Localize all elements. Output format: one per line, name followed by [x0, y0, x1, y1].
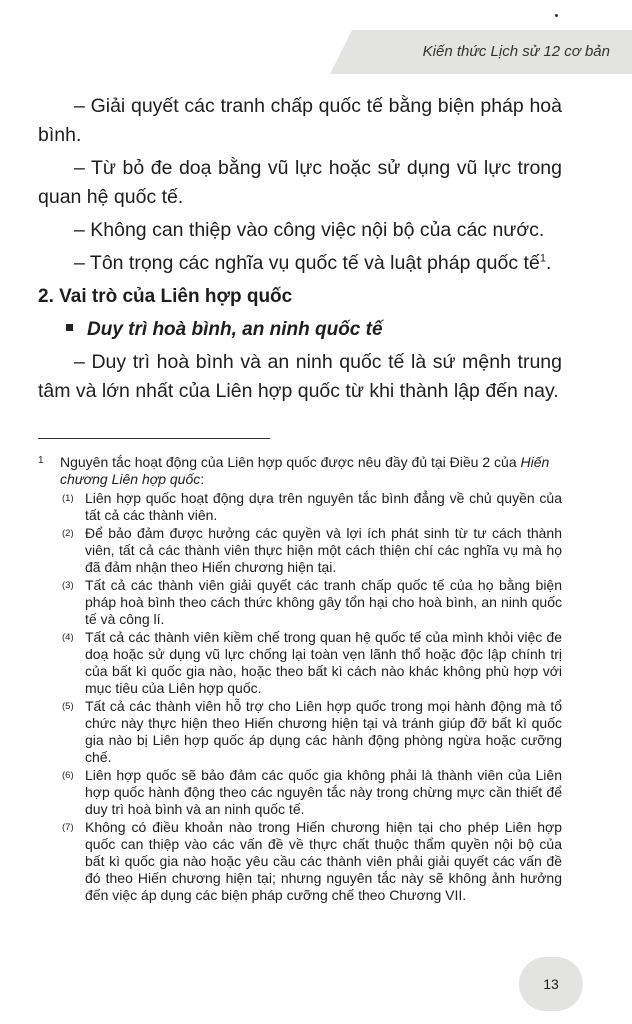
- footnote-item-number: (7): [62, 822, 74, 833]
- footnote-item: [38, 490, 562, 524]
- footnote-item: [38, 629, 562, 697]
- footnote-mark: 1: [38, 455, 44, 466]
- footnote-reference[interactable]: 1: [539, 252, 546, 265]
- paragraph-text: – Tôn trọng các nghĩa vụ quốc tế và luật pháp quốc tế: [74, 252, 540, 274]
- square-bullet-icon: [66, 324, 73, 331]
- paragraph: – Giải quyết các tranh chấp quốc tế bằng biện pháp hoà bình.: [38, 95, 562, 146]
- subsection-heading-text: Duy trì hoà bình, an ninh quốc tế: [87, 319, 383, 340]
- footnote-item: [38, 525, 562, 576]
- subsection-heading: [66, 315, 562, 344]
- paragraph-with-footnote: – Tôn trọng các nghĩa vụ quốc tế và luật pháp quốc tế$^1$.: [74, 252, 552, 274]
- footnote-item-text: Để bảo đảm được hưởng các quyền và lợi ích phát sinh từ tư cách thành viên, tất cả các thành viên thực hiện một cách thiện chí các nghĩa vụ mà họ đã đảm nhận theo Hiến chương hiện tại.: [85, 525, 562, 575]
- footnote-item-text: Tất cả các thành viên kiềm chế trong quan hệ quốc tế của mình khỏi việc đe doạ hoặc sử dụng vũ lực chống lại toàn vẹn lãnh thổ hoặc độc lập chính trị của bất kì quốc gia nào, hoặc theo bất kì cách nào khác không phù hợp với mục tiêu của Liên hợp quốc.: [85, 629, 562, 696]
- footnote-intro-end: :: [200, 471, 205, 487]
- footnote-item-number: (5): [62, 701, 74, 712]
- page-number: 13: [543, 976, 559, 992]
- footnote-intro-text: Nguyên tắc hoạt động của Liên hợp quốc được nêu đầy đủ tại Điều 2 của: [60, 454, 521, 470]
- footnote-item: [38, 698, 562, 766]
- paragraph: – Không can thiệp vào công việc nội bộ của các nước.: [74, 219, 545, 241]
- footnote-item: [38, 767, 562, 818]
- header-dot: [555, 14, 558, 17]
- footnote-item: [38, 819, 562, 904]
- footnote-item-text: Liên hợp quốc sẽ bảo đảm các quốc gia không phải là thành viên của Liên hợp quốc hành động theo các nguyên tắc này trong chừng mực cần thiết để duy trì hoà bình và an ninh quốc tế.: [85, 767, 562, 817]
- footnote-item-number: (2): [62, 528, 74, 539]
- footnote-item-number: (6): [62, 770, 74, 781]
- footnote-item-text: Liên hợp quốc hoạt động dựa trên nguyên tắc bình đẳng về chủ quyền của tất cả các thành viên.: [85, 490, 562, 523]
- footnote-item-number: (1): [62, 493, 74, 504]
- footnote-item-text: Không có điều khoản nào trong Hiến chương hiện tại cho phép Liên hợp quốc can thiệp vào các vấn đề về thực chất thuộc thẩm quyền nội bộ của bất kì quốc gia nào hoặc yêu cầu các thành viên phải giải quyết các vấn đề đó theo Hiến chương hiện tại; nhưng nguyên tắc này sẽ không ảnh hưởng đến việc áp dụng các biện pháp cưỡng chế theo Chương VII.: [85, 819, 562, 903]
- footnote-intro: [38, 454, 562, 488]
- footnote-item-text: Tất cả các thành viên hỗ trợ cho Liên hợp quốc trong mọi hành động mà tổ chức này thực hiện theo Hiến chương hiện tại và tránh giúp đỡ bất kì quốc gia nào bị Liên hợp quốc áp dụng các hành động phòng ngừa hoặc cưỡng chế.: [85, 698, 562, 765]
- footnote-item-number: (4): [62, 632, 74, 643]
- footnote-intro-italic: Hiến chương Liên hợp quốc: [60, 454, 550, 487]
- footnote-list: [38, 490, 562, 904]
- footnote-separator: [38, 438, 270, 439]
- paragraph: – Từ bỏ đe doạ bằng vũ lực hoặc sử dụng vũ lực trong quan hệ quốc tế.: [38, 157, 562, 208]
- footnote-item-text: Tất cả các thành viên giải quyết các tranh chấp quốc tế của họ bằng biện pháp hoà bình theo cách thức không gây tổn hại cho hoà bình, an ninh quốc tế và công lí.: [85, 577, 562, 627]
- footnote: [38, 454, 562, 905]
- section-heading: 2. Vai trò của Liên hợp quốc: [38, 286, 293, 307]
- footnote-item-number: (3): [62, 580, 74, 591]
- running-header: Kiến thức Lịch sử 12 cơ bản: [422, 43, 610, 60]
- main-text: [38, 92, 562, 410]
- paragraph: – Duy trì hoà bình và an ninh quốc tế là sứ mệnh trung tâm và lớn nhất của Liên hợp quốc từ khi thành lập đến nay.: [38, 351, 562, 402]
- footnote-item: [38, 577, 562, 628]
